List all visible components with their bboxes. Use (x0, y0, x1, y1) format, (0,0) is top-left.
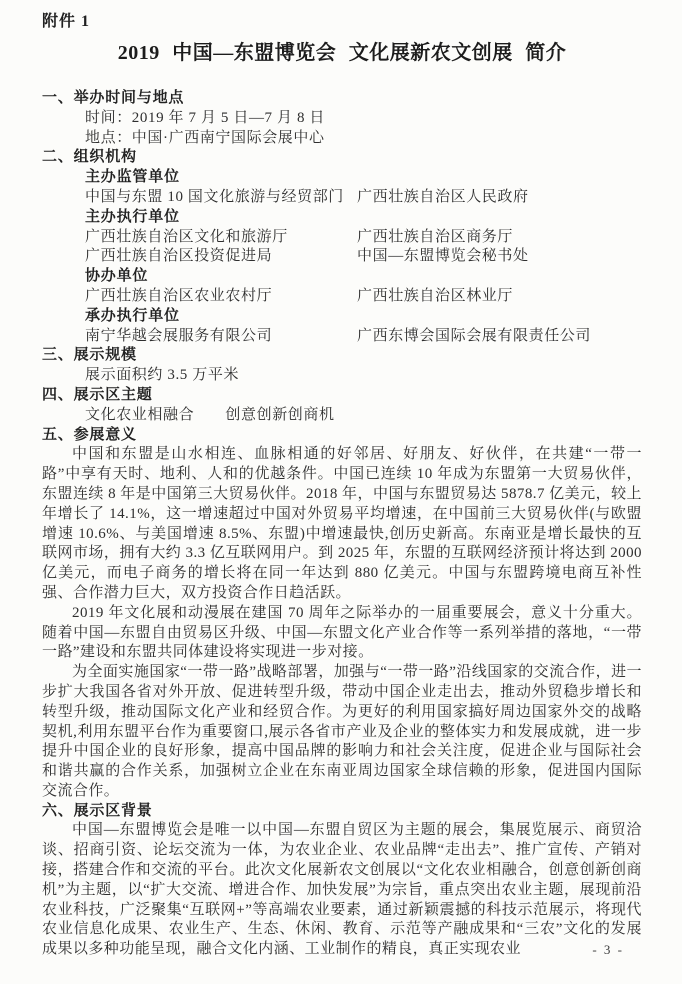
org-name: 南宁华越会展服务有限公司 (85, 327, 273, 344)
section-significance (42, 426, 642, 802)
section-time-place (42, 89, 642, 148)
paragraph: 2019 年文化展和动漫展在建国 70 周年之际举办的一届重要展会，意义十分重大。随着中国—东盟自由贸易区升级、中国—东盟文化产业合作等一系列举措的落地，“一带一路”建设和东盟共同体建设将实现进一步对接。 (42, 604, 642, 661)
org-name: 广西壮族自治区人民政府 (357, 188, 529, 205)
org-row (85, 247, 642, 267)
org-subheading-executor: 主办执行单位 (85, 208, 180, 225)
org-name: 中国—东盟博览会秘书处 (357, 248, 529, 265)
section-organizations (42, 148, 642, 346)
detail-line-area: 展示面积约 3.5 万平米 (85, 367, 240, 384)
section-theme (42, 386, 642, 426)
section-heading: 一、举办时间与地点 (42, 90, 185, 106)
section-scale (42, 346, 642, 386)
detail-line-place: 地点：中国·广西南宁国际会展中心 (85, 129, 325, 146)
attachment-label: 附件 1 (42, 13, 91, 30)
detail-line-time: 时间：2019 年 7 月 5 日—7 月 8 日 (85, 109, 326, 126)
org-name: 广西壮族自治区投资促进局 (85, 248, 273, 265)
section-background (42, 802, 642, 960)
org-subheading-supervisor: 主办监管单位 (85, 169, 180, 186)
section-heading: 六、展示区背景 (42, 802, 153, 819)
page-number: - 3 - (592, 942, 624, 957)
org-subheading-co-organizer: 协办单位 (85, 268, 149, 285)
org-name: 广西壮族自治区农业农村厅 (85, 287, 273, 304)
org-name: 中国与东盟 10 国文化旅游与经贸部门 (85, 188, 344, 205)
paragraph: 中国—东盟博览会是唯一以中国—东盟自贸区为主题的展会，集展览展示、商贸洽谈、招商引资、论坛交流为一体，为农业企业、农业品牌“走出去”、推广宣传、产销对接，搭建合作和交流的平台。此次文化展新农文创展以“文化农业相融合，创意创新创商机”为主题，以“扩大交流、增进合作、加快发展”为宗旨，重点突出农业主题，展现前沿农业科技，广泛聚集“互联网+”等高端农业要素，通过新颖震撼的科技示范展示，将现代农业信息化成果、农业生产、生态、休闲、教育、示范等产融成果和“三农”文化的发展成果以多种功能呈现，融合文化内涵、工业制作的精良，真正实现农业 (42, 822, 642, 958)
section-heading: 四、展示区主题 (42, 386, 153, 403)
org-subheading-undertaker: 承办执行单位 (85, 307, 180, 324)
org-row (85, 327, 642, 347)
org-row (85, 228, 642, 248)
paragraph: 为全面实施国家“一带一路”战略部署，加强与“一带一路”沿线国家的交流合作，进一步扩大我国各省对外开放、促进转型升级，带动中国企业走出去，推动外贸稳步增长和转型升级，推动国际文化产业和经贸合作。为更好的利用国家搞好周边国家外交的战略契机,利用东盟平台作为重要窗口,展示各省市产业及企业的整体实力和发展成就，进一步提升中国企业的良好形象，提高中国品牌的影响力和社会关注度，促进企业与国际社会和谐共赢的合作关系，加强树立企业在东南亚周边国家全球信赖的形象，促进国内国际交流合作。 (42, 664, 642, 799)
paragraph: 中国和东盟是山水相连、血脉相通的好邻居、好朋友、好伙伴，在共建“一带一路”中享有天时、地利、人和的优越条件。中国已连续 10 年成为东盟第一大贸易伙伴，东盟连续 8 年是中国第三大贸易伙伴。2018 年，中国与东盟贸易达 5878.7 亿美元，较上年增长了 14.1%，这一增速超过中国对外贸易平均增速，在中国前三大贸易伙伴(与欧盟增速 10.6%、与美国增速 8.5%、东盟)中增速最快,创历史新高。东南亚是增长最快的互联网市场，拥有大约 3.3 亿互联网用户。到 2025 年，东盟的互联网经济预计将达到 2000 亿美元，而电子商务的增长将在同一年达到 880 亿美元。中国与东盟跨境电商互补性强、合作潜力巨大，双方投资合作日趋活跃。 (42, 446, 642, 601)
org-name: 广西壮族自治区文化和旅游厅 (85, 228, 288, 245)
detail-line-theme: 文化农业相融合 创意创新创商机 (85, 406, 335, 423)
section-heading: 三、展示规模 (42, 347, 137, 364)
section-heading: 二、组织机构 (42, 149, 137, 166)
org-name: 广西东博会国际会展有限责任公司 (357, 327, 592, 344)
section-heading: 五、参展意义 (42, 426, 137, 443)
page-title: 2019 中国—东盟博览会 文化展新农文创展 简介 (117, 42, 567, 64)
org-name: 广西壮族自治区商务厅 (357, 228, 514, 245)
org-row (85, 188, 642, 208)
org-row (85, 287, 642, 307)
org-name: 广西壮族自治区林业厅 (357, 287, 514, 304)
